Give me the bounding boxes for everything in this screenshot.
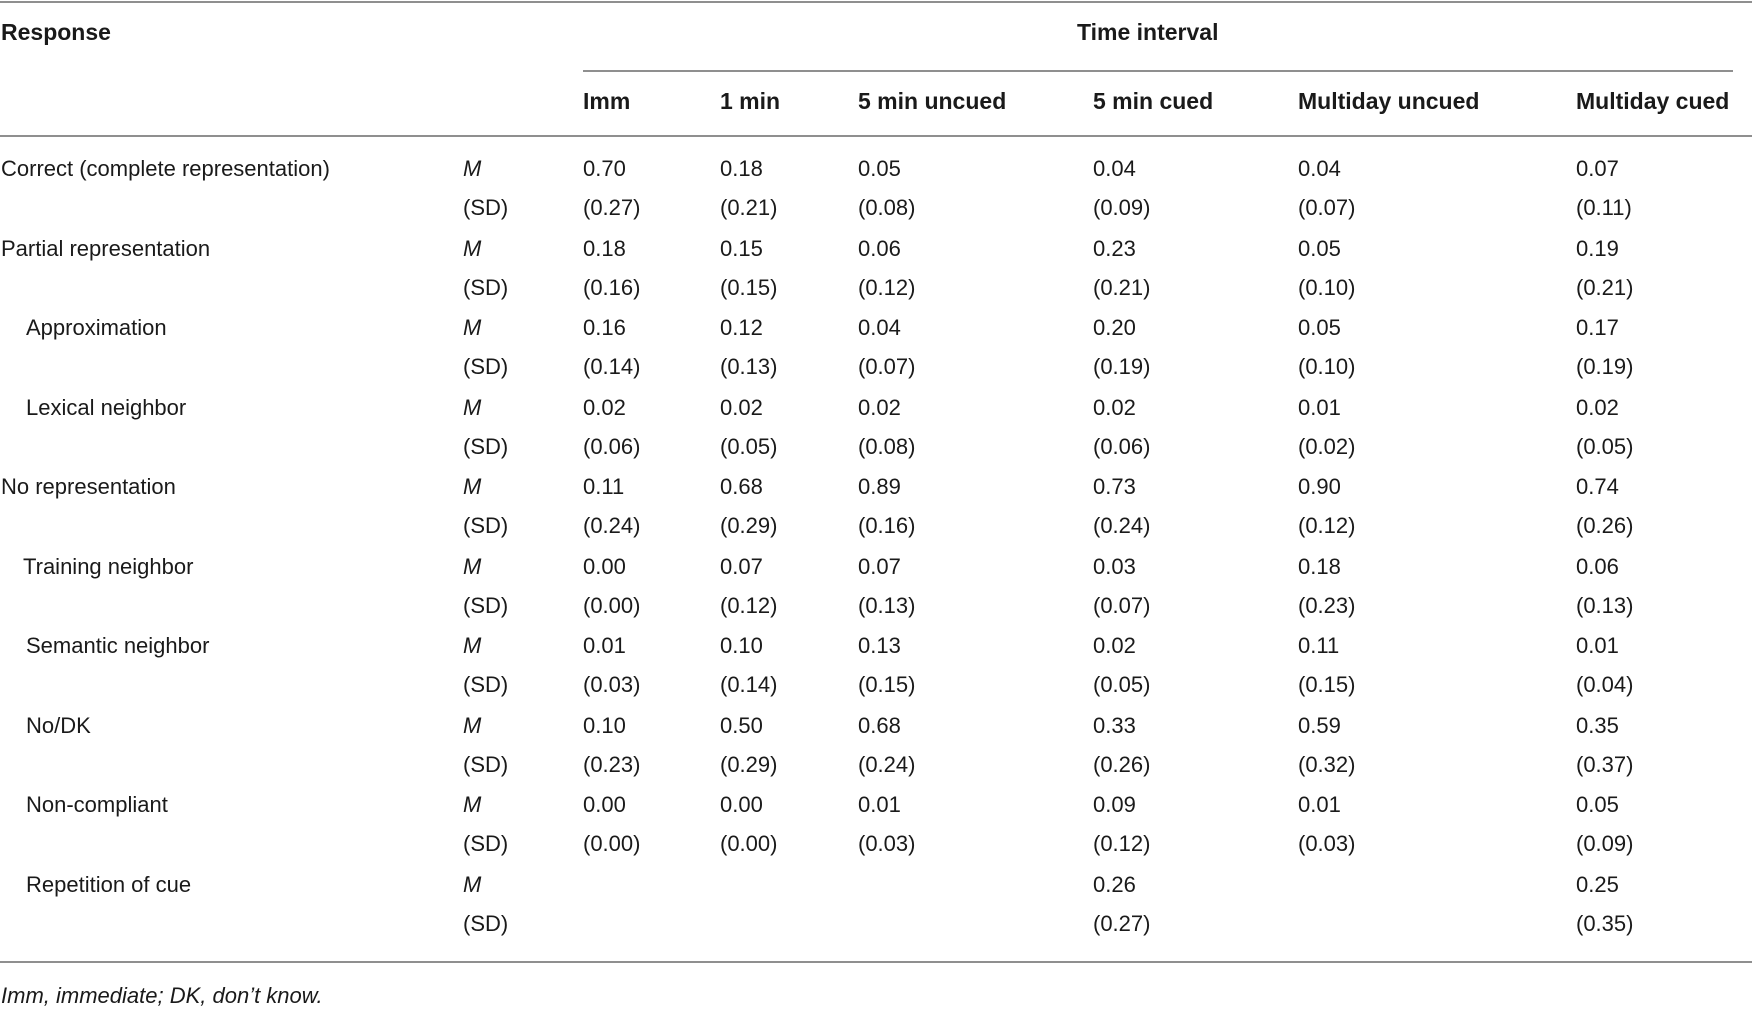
mean-value: 0.04 bbox=[858, 315, 901, 340]
sd-value: (0.29) bbox=[720, 513, 778, 538]
mean-value: 0.00 bbox=[583, 792, 626, 817]
row-label: No representation bbox=[1, 474, 176, 499]
sd-label: (SD) bbox=[463, 910, 509, 936]
column-header: 1 min bbox=[720, 88, 781, 114]
header-rule bbox=[0, 135, 1752, 137]
mean-label: M bbox=[463, 235, 482, 261]
mean-value: 0.11 bbox=[583, 474, 625, 499]
mean-value: 0.00 bbox=[583, 553, 626, 579]
sd-value: (0.05) bbox=[720, 433, 778, 459]
mean-value: 0.06 bbox=[1576, 553, 1619, 579]
sd-value: (0.23) bbox=[583, 751, 641, 777]
sd-value: (0.00) bbox=[583, 592, 641, 618]
mean-value: 0.02 bbox=[1576, 394, 1619, 420]
mean-label: M bbox=[463, 394, 482, 420]
mean-label: M bbox=[463, 871, 482, 897]
mean-value: 0.20 bbox=[1093, 315, 1136, 340]
mean-value: 0.10 bbox=[720, 633, 763, 658]
mean-value: 0.02 bbox=[858, 394, 901, 420]
sd-value: (0.03) bbox=[858, 831, 916, 856]
top-rule bbox=[0, 1, 1752, 3]
column-header: 5 min uncued bbox=[858, 88, 1007, 114]
mean-value: 0.00 bbox=[720, 792, 763, 817]
sd-label: (SD) bbox=[463, 195, 509, 220]
mean-value: 0.59 bbox=[1298, 712, 1341, 738]
mean-value: 0.18 bbox=[583, 235, 626, 261]
sd-value: (0.13) bbox=[858, 592, 916, 618]
mean-label: M bbox=[463, 553, 482, 579]
mean-value: 0.05 bbox=[1576, 792, 1619, 817]
row-label: Partial representation bbox=[1, 235, 211, 261]
row-label: Non-compliant bbox=[26, 792, 168, 817]
sd-value: (0.21) bbox=[1576, 274, 1634, 300]
mean-value: 0.18 bbox=[1298, 553, 1341, 579]
mean-value: 0.02 bbox=[1093, 394, 1136, 420]
mean-value: 0.04 bbox=[1093, 156, 1136, 181]
mean-value: 0.50 bbox=[720, 712, 763, 738]
mean-value: 0.90 bbox=[1298, 474, 1341, 499]
mean-value: 0.05 bbox=[858, 156, 901, 181]
footnote: Imm, immediate; DK, don’t know. bbox=[1, 983, 323, 1008]
sd-label: (SD) bbox=[463, 831, 509, 856]
mean-value: 0.17 bbox=[1576, 315, 1619, 340]
mean-value: 0.01 bbox=[1576, 633, 1619, 658]
mean-label: M bbox=[463, 156, 482, 181]
sd-value: (0.24) bbox=[1093, 513, 1151, 538]
column-header: Multiday cued bbox=[1576, 88, 1730, 114]
mean-value: 0.01 bbox=[858, 792, 901, 817]
bottom-rule bbox=[0, 961, 1752, 963]
column-header: Imm bbox=[583, 88, 631, 114]
sd-value: (0.14) bbox=[583, 354, 641, 379]
sd-value: (0.05) bbox=[1576, 433, 1634, 459]
mean-value: 0.05 bbox=[1298, 235, 1341, 261]
mean-value: 0.09 bbox=[1093, 792, 1136, 817]
sd-value: (0.13) bbox=[720, 354, 778, 379]
sd-value: (0.09) bbox=[1093, 195, 1151, 220]
sd-value: (0.35) bbox=[1576, 910, 1634, 936]
mean-value: 0.01 bbox=[1298, 792, 1341, 817]
mean-label: M bbox=[463, 712, 482, 738]
mean-value: 0.07 bbox=[1576, 156, 1619, 181]
sd-value: (0.37) bbox=[1576, 751, 1634, 777]
mean-value: 0.70 bbox=[583, 156, 626, 181]
sd-value: (0.14) bbox=[720, 672, 778, 697]
mean-value: 0.68 bbox=[720, 474, 763, 499]
sd-value: (0.06) bbox=[1093, 433, 1151, 459]
mean-value: 0.11 bbox=[1298, 633, 1340, 658]
sd-value: (0.19) bbox=[1093, 354, 1151, 379]
mean-value: 0.05 bbox=[1298, 315, 1341, 340]
sd-value: (0.11) bbox=[1576, 195, 1632, 220]
mean-value: 0.02 bbox=[583, 394, 626, 420]
row-label: No/DK bbox=[26, 712, 91, 738]
time-interval-header: Time interval bbox=[1077, 19, 1219, 45]
sd-value: (0.32) bbox=[1298, 751, 1356, 777]
sd-value: (0.03) bbox=[1298, 831, 1356, 856]
sd-value: (0.00) bbox=[583, 831, 641, 856]
sd-value: (0.02) bbox=[1298, 433, 1356, 459]
mean-value: 0.15 bbox=[720, 235, 763, 261]
row-label: Correct (complete representation) bbox=[1, 156, 330, 181]
row-label: Approximation bbox=[26, 315, 167, 340]
sd-value: (0.24) bbox=[858, 751, 916, 777]
sd-value: (0.00) bbox=[720, 831, 778, 856]
sd-value: (0.24) bbox=[583, 513, 641, 538]
sd-value: (0.12) bbox=[720, 592, 778, 618]
mean-value: 0.74 bbox=[1576, 474, 1619, 499]
sd-value: (0.21) bbox=[1093, 274, 1151, 300]
sd-value: (0.05) bbox=[1093, 672, 1151, 697]
sd-value: (0.12) bbox=[858, 274, 916, 300]
sd-value: (0.16) bbox=[858, 513, 916, 538]
mean-value: 0.02 bbox=[1093, 633, 1136, 658]
mean-value: 0.35 bbox=[1576, 712, 1619, 738]
sd-value: (0.12) bbox=[1298, 513, 1356, 538]
mean-value: 0.33 bbox=[1093, 712, 1136, 738]
sd-label: (SD) bbox=[463, 751, 509, 777]
column-header: Multiday uncued bbox=[1298, 88, 1480, 114]
sd-value: (0.08) bbox=[858, 195, 916, 220]
mean-value: 0.13 bbox=[858, 633, 901, 658]
sd-value: (0.27) bbox=[583, 195, 641, 220]
mean-value: 0.18 bbox=[720, 156, 763, 181]
mean-value: 0.01 bbox=[1298, 394, 1341, 420]
row-label: Repetition of cue bbox=[26, 871, 192, 897]
mean-value: 0.25 bbox=[1576, 871, 1619, 897]
mean-value: 0.16 bbox=[583, 315, 626, 340]
sd-value: (0.26) bbox=[1093, 751, 1151, 777]
mean-value: 0.68 bbox=[858, 712, 901, 738]
mean-value: 0.19 bbox=[1576, 235, 1619, 261]
sd-label: (SD) bbox=[463, 592, 509, 618]
sd-value: (0.08) bbox=[858, 433, 916, 459]
sd-value: (0.04) bbox=[1576, 672, 1634, 697]
mean-value: 0.02 bbox=[720, 394, 763, 420]
sd-value: (0.06) bbox=[583, 433, 641, 459]
mean-label: M bbox=[463, 633, 482, 658]
time-interval-rule bbox=[583, 70, 1733, 72]
sd-value: (0.09) bbox=[1576, 831, 1634, 856]
column-header: 5 min cued bbox=[1093, 88, 1214, 114]
mean-value: 0.23 bbox=[1093, 235, 1136, 261]
sd-label: (SD) bbox=[463, 672, 509, 697]
sd-value: (0.15) bbox=[858, 672, 916, 697]
mean-value: 0.26 bbox=[1093, 871, 1136, 897]
sd-value: (0.23) bbox=[1298, 592, 1356, 618]
sd-label: (SD) bbox=[463, 433, 509, 459]
row-label: Semantic neighbor bbox=[26, 633, 210, 658]
sd-value: (0.26) bbox=[1576, 513, 1634, 538]
mean-value: 0.10 bbox=[583, 712, 626, 738]
sd-label: (SD) bbox=[463, 274, 509, 300]
mean-value: 0.12 bbox=[720, 315, 763, 340]
sd-value: (0.07) bbox=[1298, 195, 1356, 220]
sd-value: (0.07) bbox=[1093, 592, 1151, 618]
sd-value: (0.15) bbox=[1298, 672, 1356, 697]
sd-value: (0.07) bbox=[858, 354, 916, 379]
sd-value: (0.15) bbox=[720, 274, 778, 300]
sd-value: (0.27) bbox=[1093, 910, 1151, 936]
sd-value: (0.03) bbox=[583, 672, 641, 697]
sd-value: (0.10) bbox=[1298, 274, 1356, 300]
mean-value: 0.06 bbox=[858, 235, 901, 261]
mean-value: 0.07 bbox=[858, 553, 901, 579]
sd-value: (0.16) bbox=[583, 274, 641, 300]
mean-label: M bbox=[463, 315, 482, 340]
row-label: Lexical neighbor bbox=[26, 394, 187, 420]
sd-value: (0.10) bbox=[1298, 354, 1356, 379]
sd-value: (0.21) bbox=[720, 195, 778, 220]
mean-value: 0.07 bbox=[720, 553, 763, 579]
mean-value: 0.01 bbox=[583, 633, 626, 658]
mean-label: M bbox=[463, 792, 482, 817]
row-label: Training neighbor bbox=[23, 553, 194, 579]
sd-label: (SD) bbox=[463, 513, 509, 538]
mean-label: M bbox=[463, 474, 482, 499]
mean-value: 0.73 bbox=[1093, 474, 1136, 499]
mean-value: 0.03 bbox=[1093, 553, 1136, 579]
sd-value: (0.19) bbox=[1576, 354, 1634, 379]
mean-value: 0.04 bbox=[1298, 156, 1341, 181]
sd-value: (0.12) bbox=[1093, 831, 1151, 856]
response-header: Response bbox=[1, 19, 111, 45]
sd-value: (0.13) bbox=[1576, 592, 1634, 618]
sd-label: (SD) bbox=[463, 354, 509, 379]
mean-value: 0.89 bbox=[858, 474, 901, 499]
sd-value: (0.29) bbox=[720, 751, 778, 777]
